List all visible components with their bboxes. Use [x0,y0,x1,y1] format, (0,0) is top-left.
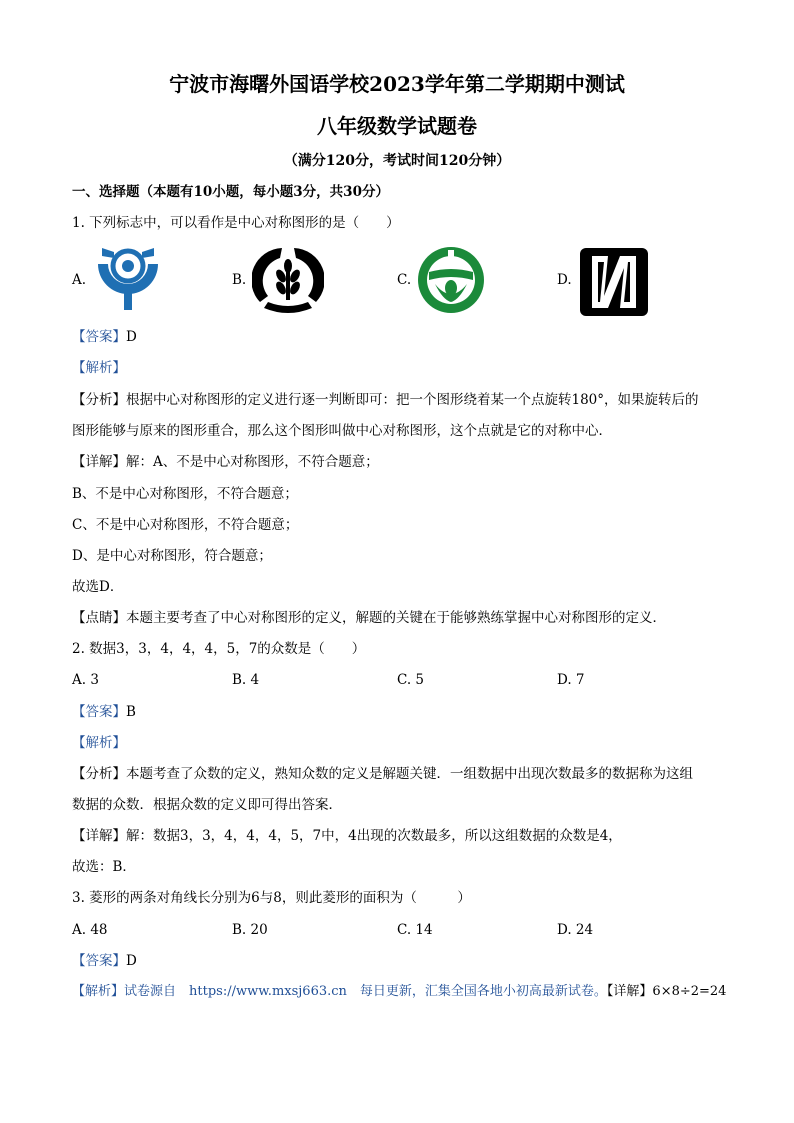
s-slash-square-icon [578,246,650,318]
q1-fenxi-2: 图形能够与原来的图形重合，那么这个图形叫做中心对称图形，这个点就是它的对称中心． [72,423,612,439]
q3-answer [72,951,137,971]
answer-tag: 【答案】 [72,953,126,969]
wheat-recycle-icon [252,244,324,316]
q1-detail-5: 故选D． [72,579,124,595]
q1-dianjing [72,608,666,628]
q1-option-a-label: A. [72,272,87,288]
q1-answer [72,327,137,347]
q3-analysis [72,982,726,1002]
fenxi-text: 根据中心对称图形的定义进行逐一判断即可：把一个图形绕着某一个点旋转180°，如果旋转后的 [126,392,699,408]
exam-title: 宁波市海曙外国语学校2023学年第二学期期中测试 [169,72,625,96]
q3-option-a: A. 48 [72,922,108,938]
q1-option-c-label: C. [397,272,412,288]
q2-option-b: B. 4 [232,672,260,688]
q2-fenxi-1 [72,764,693,784]
q3-option-c: C. 14 [397,922,433,938]
q2-fenxi-2: 数据的众数．根据众数的定义即可得出答案． [72,797,342,813]
un-emblem-icon [92,244,164,316]
detail-text: 6×8÷2=24 [652,984,727,999]
exam-subtitle: 八年级数学试题卷 [317,114,477,138]
q3-option-d: D. 24 [557,922,594,938]
q3-stem: 3. 菱形的两条对角线长分别为6与8，则此菱形的面积为（ ） [72,890,471,906]
detail-text: 解：数据3，3，4，4，4，5，7中，4出现的次数最多，所以这组数据的众数是4， [126,828,622,844]
answer-tag: 【答案】 [72,704,126,720]
dianjing-text: 本题主要考查了中心对称图形的定义，解题的关键在于能够熟练掌握中心对称图形的定义． [126,610,666,626]
answer-value: B [126,704,136,720]
answer-tag: 【答案】 [72,329,126,345]
q1-detail-4: D、是中心对称图形，符合题意； [72,548,272,564]
section-heading: 一、选择题（本题有10小题，每小题3分，共30分） [72,184,389,200]
q2-analysis-tag: 【解析】 [72,735,126,751]
q2-stem: 2. 数据3，3，4，4，4，5，7的众数是（ ） [72,641,366,657]
q1-analysis-tag: 【解析】 [72,360,126,376]
source-link[interactable]: 试卷源自 https://www.mxsj663.cn 每日更新，汇集全国各地小初高最新试卷。 [124,984,607,999]
answer-value: D [126,329,137,345]
answer-value: D [126,953,137,969]
q2-detail-2: 故选：B． [72,859,136,875]
green-food-icon [415,244,487,316]
q1-stem: 1. 下列标志中，可以看作是中心对称图形的是（ ） [72,215,400,231]
q2-answer [72,702,136,722]
q1-fenxi-1 [72,390,699,410]
detail-tag: 【详解】 [606,984,653,999]
analysis-tag: 【解析】 [72,984,125,999]
q2-option-c: C. 5 [397,672,425,688]
fenxi-tag: 【分析】 [72,392,126,408]
q1-option-b-label: B. [232,272,247,288]
detail-text: 解：A、不是中心对称图形，不符合题意； [126,454,379,470]
q1-detail-3: C、不是中心对称图形，不符合题意； [72,517,299,533]
q2-option-a: A. 3 [72,672,99,688]
q1-option-d-label: D. [557,272,572,288]
q3-option-b: B. 20 [232,922,268,938]
fenxi-tag: 【分析】 [72,766,126,782]
q1-detail-1 [72,452,379,472]
exam-note: （满分120分，考试时间120分钟） [283,153,511,169]
dianjing-tag: 【点睛】 [72,610,126,626]
q2-option-d: D. 7 [557,672,585,688]
detail-tag: 【详解】 [72,828,126,844]
q1-detail-2: B、不是中心对称图形，不符合题意； [72,486,298,502]
fenxi-text: 本题考查了众数的定义，熟知众数的定义是解题关键．一组数据中出现次数最多的数据称为这组 [126,766,693,782]
detail-tag: 【详解】 [72,454,126,470]
q2-detail-1 [72,826,622,846]
